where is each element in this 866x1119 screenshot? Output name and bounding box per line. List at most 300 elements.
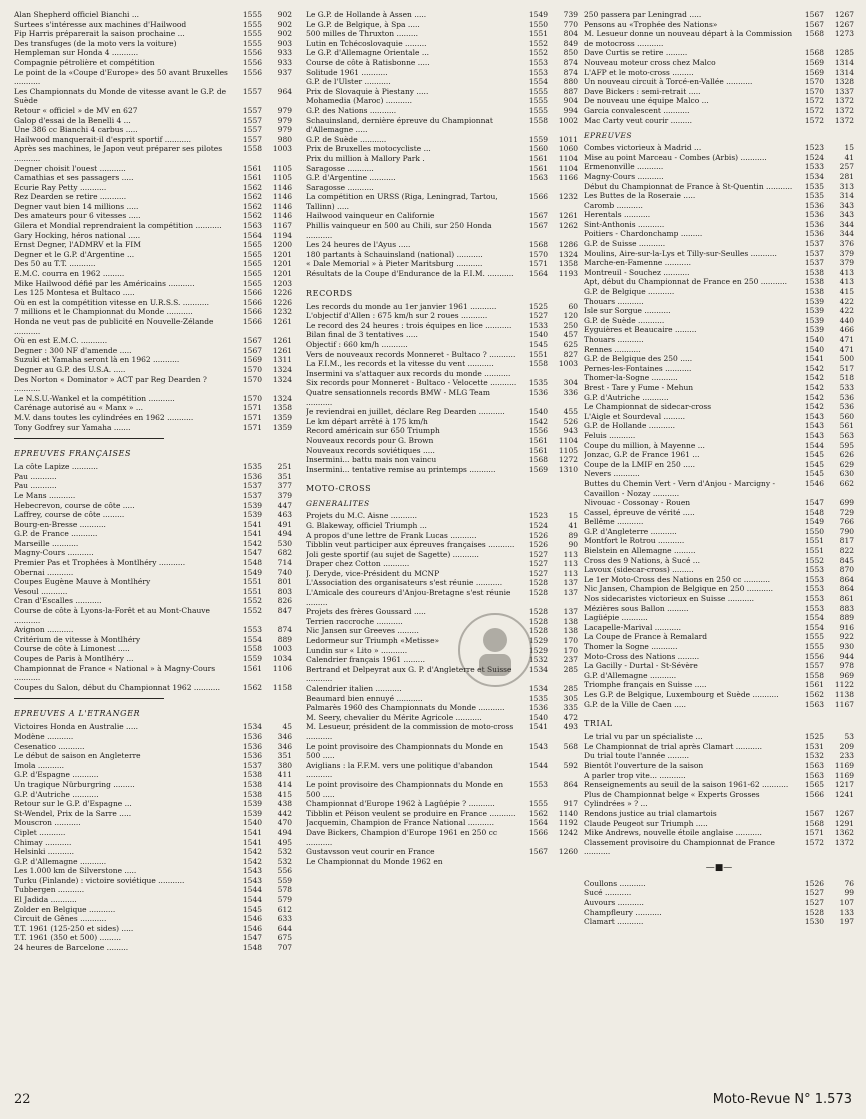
issue-number: 1555	[242, 38, 262, 48]
issue-number: 1561	[528, 163, 548, 173]
issue-number: 1542	[242, 538, 262, 548]
page-ref: 344	[839, 219, 854, 229]
issue-number: 1561	[242, 163, 262, 173]
index-entry	[306, 713, 578, 723]
index-entry	[584, 77, 854, 87]
entry-title: Poitiers - Chardonchamp .........	[584, 229, 703, 239]
index-entry	[14, 48, 292, 58]
index-entry	[584, 87, 854, 97]
entry-title: Thomer la Sogne ...........	[584, 642, 678, 651]
issue-number: 1527	[528, 559, 548, 569]
entry-title: Calendrier français 1961 .........	[306, 655, 425, 665]
entry-title: Les 24 heures de l'Ayus .....	[306, 240, 411, 250]
index-entry	[14, 29, 292, 39]
entry-title: Thouars ...........	[584, 335, 644, 344]
page-ref: 612	[277, 904, 292, 914]
page-ref: 1261	[272, 336, 292, 346]
issue-number: 1542	[242, 856, 262, 866]
entry-title: Dave Bickers, Champion d'Europe 1961 en 250 cc ...........	[306, 827, 498, 847]
page-ref: 336	[563, 387, 578, 397]
entry-title: Bourg-en-Bresse ...........	[14, 519, 106, 529]
page-ref: 1372	[834, 837, 854, 847]
page-ref: 15	[568, 511, 578, 521]
issue-number: 1542	[804, 402, 824, 412]
index-entry	[14, 722, 292, 732]
page-ref: 99	[844, 888, 854, 898]
index-entry	[14, 933, 292, 943]
issue-number: 1546	[242, 914, 262, 924]
index-entry	[14, 635, 292, 645]
page-ref: 644	[277, 923, 292, 933]
index-entry	[306, 780, 578, 799]
index-entry	[584, 431, 854, 441]
issue-number: 1570	[528, 249, 548, 259]
entry-title: Championnat d'Europe 1962 à Lagüépie ? ...........	[306, 799, 495, 809]
index-entry	[306, 302, 578, 312]
index-entry	[14, 828, 292, 838]
issue-number: 1569	[242, 355, 262, 365]
page-ref: 470	[277, 818, 292, 828]
issue-number: 1538	[242, 779, 262, 789]
page-ref: 874	[563, 57, 578, 67]
page-ref: 536	[839, 392, 854, 402]
index-entry	[584, 364, 854, 374]
entry-title: Vesoul ...........	[14, 586, 68, 596]
index-entry	[584, 421, 854, 431]
issue-number: 1566	[528, 192, 548, 202]
subsection-heading: EPREUVES	[584, 131, 632, 141]
list-trial-epreuves	[584, 879, 854, 927]
page-number: 22	[14, 1092, 31, 1107]
entry-title: G.P. d'Allemagne ...........	[584, 670, 677, 680]
index-entry	[14, 520, 292, 530]
page-ref: 850	[563, 48, 578, 58]
page-ref: 626	[839, 450, 854, 460]
page-ref: 1359	[272, 412, 292, 422]
entry-title: Cesenatico ...........	[14, 741, 85, 751]
entry-title: Laffrey, course de côte .........	[14, 510, 125, 520]
entry-title: Garcia convalescent ...........	[584, 105, 690, 115]
page-ref: 76	[844, 878, 854, 888]
entry-title: Montfort le Rotrou ...........	[584, 536, 685, 546]
entry-title: Le record des 24 heures : trois équipes en lice ...........	[306, 320, 512, 330]
index-entry	[306, 742, 578, 761]
entry-title: La Gacilly - Durtal - St-Sévère	[584, 661, 698, 671]
issue-number: 1542	[242, 847, 262, 857]
entry-title: Chimay ...........	[14, 837, 72, 847]
index-entry	[14, 346, 292, 356]
issue-number: 1544	[528, 760, 548, 770]
entry-title: Aviglians : la F.F.M. vers une politique d'abandon ...........	[306, 760, 493, 780]
entry-title: Helsinki ...........	[14, 847, 75, 857]
index-entry	[584, 441, 854, 451]
issue-number: 1527	[804, 888, 824, 898]
page-ref: 314	[839, 191, 854, 201]
page-ref: 500	[839, 354, 854, 364]
entry-title: M.V. dans toutes les cylindrées en 1962 ...........	[14, 412, 194, 422]
issue-number: 1536	[804, 200, 824, 210]
page-ref: 1002	[558, 115, 578, 125]
issue-number: 1524	[528, 520, 548, 530]
index-entry	[306, 388, 578, 407]
issue-number: 1535	[242, 462, 262, 472]
page-ref: 1003	[272, 144, 292, 154]
entry-title: Thomer-la-Sogne ...........	[584, 373, 678, 383]
page-ref: 197	[839, 917, 854, 927]
entry-title: L'AFP et le moto-cross .........	[584, 67, 694, 77]
page-ref: 313	[839, 181, 854, 191]
page-ref: 770	[563, 19, 578, 29]
index-entry	[584, 575, 854, 585]
entry-title: Hailwood manquerait-il d'esprit sportif ...........	[14, 134, 191, 144]
index-entry	[584, 106, 854, 116]
issue-number: 1570	[242, 393, 262, 403]
index-entry	[306, 330, 578, 340]
column-3	[584, 10, 854, 927]
page-ref: 379	[839, 248, 854, 258]
page-ref: 595	[839, 440, 854, 450]
entry-title: Compagnie pétrolière et compétition	[14, 57, 155, 67]
entry-title: Sint-Anthonis ...........	[584, 219, 665, 229]
page-ref: 1122	[834, 680, 854, 690]
entry-title: Pernes-les-Fontaines ...........	[584, 363, 692, 373]
index-entry	[584, 469, 854, 479]
index-entry	[14, 250, 292, 260]
page-ref: 415	[277, 789, 292, 799]
index-entry	[306, 68, 578, 78]
page-ref: 874	[563, 67, 578, 77]
entry-title: Coupes Eugène Mauve à Montlhéry	[14, 577, 151, 587]
issue-number: 1567	[242, 336, 262, 346]
index-entry	[306, 540, 578, 550]
page-ref: 980	[277, 134, 292, 144]
index-entry	[584, 412, 854, 422]
issue-number: 1554	[804, 613, 824, 623]
index-entry	[584, 287, 854, 297]
issue-number: 1545	[242, 904, 262, 914]
entry-title: Cran d'Escalles ...........	[14, 596, 102, 606]
entry-title: Apt, début du Championnat de France en 250 ...........	[584, 277, 787, 287]
entry-title: Zolder en Belgique ...........	[14, 904, 116, 914]
index-entry	[14, 539, 292, 549]
index-entry	[584, 116, 854, 126]
page-ref: 845	[839, 555, 854, 565]
page-ref: 903	[277, 38, 292, 48]
entry-title: Course de côte à Limonest .....	[14, 644, 130, 654]
publisher-watermark	[455, 610, 535, 690]
page-ref: 440	[839, 315, 854, 325]
issue-number: 1547	[804, 498, 824, 508]
page-ref: 251	[277, 462, 292, 472]
entry-title: Quatre sensationnels records BMW - MLG Team ...........	[306, 387, 491, 407]
page-ref: 1273	[834, 29, 854, 39]
issue-number: 1556	[242, 48, 262, 58]
issue-number: 1553	[242, 625, 262, 635]
entry-title: Palmarès 1960 des Championnats du Monde ...........	[306, 703, 505, 713]
page-ref: 964	[277, 86, 292, 96]
index-entry	[306, 694, 578, 704]
issue-number: 1525	[528, 301, 548, 311]
page-ref: 209	[839, 741, 854, 751]
page-ref: 1194	[272, 230, 292, 240]
list-epreuves-etranger	[14, 722, 292, 952]
page-ref: 113	[563, 559, 578, 569]
issue-number: 1528	[528, 616, 548, 626]
index-entry	[584, 671, 854, 681]
issue-number: 1565	[242, 269, 262, 279]
issue-number: 1551	[528, 349, 548, 359]
entry-title: Les records du monde au 1er janvier 1961 ...........	[306, 301, 497, 311]
issue-number: 1548	[242, 558, 262, 568]
issue-number: 1557	[242, 134, 262, 144]
entry-title: Triomphe français en Suisse .....	[584, 680, 707, 690]
issue-number: 1528	[528, 626, 548, 636]
magazine-issue: Moto-Revue N° 1.573	[712, 1092, 852, 1107]
issue-number: 1539	[804, 325, 824, 335]
page-ref: 1311	[272, 355, 292, 365]
issue-number: 1544	[242, 895, 262, 905]
index-entry	[14, 375, 292, 394]
page-ref: 1362	[834, 828, 854, 838]
issue-number: 1561	[804, 680, 824, 690]
issue-number: 1555	[242, 19, 262, 29]
issue-number: 1572	[804, 105, 824, 115]
page-ref: 1169	[834, 770, 854, 780]
page-ref: 257	[839, 162, 854, 172]
page-ref: 887	[563, 86, 578, 96]
index-entry	[306, 761, 578, 780]
entry-title: M. Lesueur donne un nouveau départ à la Commission de motocross ...........	[584, 29, 793, 48]
page-ref: 1337	[834, 86, 854, 96]
index-entry	[14, 885, 292, 895]
index-entry	[14, 106, 292, 116]
page-ref: 556	[277, 866, 292, 876]
issue-number: 1537	[804, 248, 824, 258]
list-epreuves-etranger-cont	[306, 10, 578, 279]
list-records	[306, 302, 578, 475]
issue-number: 1555	[804, 632, 824, 642]
index-entry	[306, 183, 578, 193]
page-ref: 138	[563, 616, 578, 626]
issue-number: 1564	[528, 269, 548, 279]
issue-number: 1552	[242, 596, 262, 606]
entry-title: Lacapelle-Marival ...........	[584, 622, 681, 632]
page-ref: 281	[839, 171, 854, 181]
page-ref: 847	[277, 606, 292, 616]
issue-number: 1566	[242, 288, 262, 298]
entry-title: Je reviendrai en juillet, déclare Reg Dearden ...........	[306, 407, 505, 417]
index-entry	[306, 359, 578, 369]
issue-number: 1547	[242, 933, 262, 943]
index-entry	[306, 164, 578, 174]
page-ref: 1104	[558, 163, 578, 173]
issue-number: 1531	[804, 741, 824, 751]
page-ref: 883	[839, 603, 854, 613]
index-entry	[306, 799, 578, 809]
issue-number: 1540	[528, 407, 548, 417]
page-ref: 60	[568, 301, 578, 311]
index-entry	[14, 125, 292, 135]
entry-title: Des Norton « Dominator » ACT par Reg Dearden ? ...........	[14, 374, 207, 394]
entry-title: Ciplet ...........	[14, 827, 66, 837]
page-ref: 517	[839, 363, 854, 373]
issue-number: 1538	[804, 287, 824, 297]
page-ref: 1261	[272, 345, 292, 355]
page-ref: 526	[563, 416, 578, 426]
issue-number: 1553	[528, 57, 548, 67]
index-entry	[14, 135, 292, 145]
index-entry	[584, 898, 854, 908]
entry-title: Degner vaut bien 14 millions .....	[14, 201, 139, 211]
page-ref: 415	[839, 287, 854, 297]
index-entry	[584, 908, 854, 918]
page-ref: 1158	[272, 682, 292, 692]
entry-title: Suzuki et Yamaha seront là en 1962 ...........	[14, 355, 180, 365]
page-ref: 1314	[834, 67, 854, 77]
index-entry	[306, 116, 578, 135]
list-epreuves-francaises	[14, 462, 292, 692]
page-ref: 979	[277, 105, 292, 115]
page-ref: 15	[844, 143, 854, 153]
entry-title: G. Blakeway, officiel Triumph ...	[306, 520, 427, 530]
index-entry	[584, 594, 854, 604]
issue-number: 1527	[528, 549, 548, 559]
index-entry	[14, 221, 292, 231]
entry-title: G.P. des Nations ...........	[306, 105, 397, 115]
index-entry	[14, 423, 292, 433]
page-ref: 41	[844, 152, 854, 162]
issue-number: 1558	[804, 670, 824, 680]
index-entry	[306, 250, 578, 260]
index-entry	[14, 462, 292, 472]
page-ref: 343	[839, 210, 854, 220]
section-heading: TRIAL	[584, 719, 613, 729]
page-ref: 592	[563, 760, 578, 770]
index-entry	[14, 394, 292, 404]
entry-title: Après ses machines, le Japon veut préparer ses pilotes ...........	[14, 144, 223, 163]
entry-title: Prix de Bruxelles motocycliste ...	[306, 144, 431, 154]
list-vitesse	[14, 10, 292, 432]
issue-number: 1545	[804, 450, 824, 460]
index-entry	[14, 548, 292, 558]
issue-number: 1540	[528, 712, 548, 722]
index-entry	[306, 446, 578, 456]
issue-number: 1537	[242, 490, 262, 500]
index-entry	[14, 164, 292, 174]
issue-number: 1539	[804, 315, 824, 325]
page-ref: 1105	[272, 163, 292, 173]
entry-title: Nivouac - Cossonay - Rouen	[584, 498, 691, 508]
index-entry	[584, 700, 854, 710]
page-ref: 1105	[558, 445, 578, 455]
entry-title: Le Championnat de sidecar-cross	[584, 402, 712, 412]
page-ref: 662	[839, 478, 854, 488]
entry-title: Victoires Honda en Australie .....	[14, 722, 138, 732]
index-entry	[584, 354, 854, 364]
entry-title: Turku (Finlande) : victoire soviétique ...........	[14, 875, 185, 885]
page-ref: 1267	[834, 10, 854, 19]
issue-number: 1565	[242, 259, 262, 269]
index-entry	[584, 790, 854, 809]
index-entry	[14, 529, 292, 539]
issue-number: 1556	[528, 426, 548, 436]
subsection-heading: GENERALITES	[306, 499, 370, 509]
index-entry	[584, 316, 854, 326]
index-entry	[306, 48, 578, 58]
page-ref: 237	[563, 655, 578, 665]
entry-title: G.P. de Belgique des 250 .....	[584, 354, 693, 364]
index-entry	[584, 761, 854, 771]
entry-title: Phillis vainqueur en 500 au Chili, sur 250 Honda ...........	[306, 221, 492, 240]
page-ref: 937	[277, 67, 292, 77]
page-ref: 1167	[834, 699, 854, 709]
entry-title: Nouveau moteur cross chez Malco	[584, 57, 716, 67]
index-entry	[306, 857, 578, 867]
issue-number: 1523	[804, 143, 824, 153]
index-entry	[584, 604, 854, 614]
issue-number: 1545	[528, 340, 548, 349]
page-ref: 1140	[558, 808, 578, 818]
index-entry	[14, 742, 292, 752]
issue-number: 1526	[804, 878, 824, 888]
entry-title: Degner au G.P. des U.S.A. .....	[14, 364, 126, 374]
index-entry	[584, 536, 854, 546]
index-entry	[584, 325, 854, 335]
index-entry	[306, 106, 578, 116]
index-entry	[306, 311, 578, 321]
page-ref: 351	[277, 471, 292, 481]
entry-title: La Coupe de France à Remalard	[584, 632, 708, 642]
entry-title: Hailwood vainqueur en Californie	[306, 211, 435, 221]
issue-number: 1565	[242, 249, 262, 259]
entry-title: Les 125 Montesa et Bultaco .....	[14, 288, 135, 298]
page-ref: 494	[277, 529, 292, 539]
page-ref: 561	[839, 421, 854, 431]
issue-number: 1537	[804, 258, 824, 268]
entry-title: Lagüépie ...........	[584, 613, 648, 623]
entry-title: Montreuil - Souchez ...........	[584, 267, 690, 277]
page-ref: 675	[277, 933, 292, 943]
issue-number: 1563	[528, 173, 548, 183]
index-entry	[306, 847, 578, 857]
entry-title: G.P. de France ...........	[14, 529, 98, 539]
entry-title: Nic Jansen, Champion de Belgique en 250 ...........	[584, 584, 774, 594]
index-entry	[306, 465, 578, 475]
issue-number: 1567	[528, 847, 548, 857]
page-ref: 880	[563, 77, 578, 87]
issue-number: 1539	[242, 500, 262, 510]
index-entry	[14, 606, 292, 625]
entry-title: J. Deryde, vice-Président du MCNP	[306, 568, 440, 578]
page-ref: 1003	[272, 644, 292, 654]
index-entry	[14, 231, 292, 241]
entry-title: Fip Harris préparerait la saison prochaine ...	[14, 29, 185, 39]
page-ref: 1272	[558, 455, 578, 465]
issue-number: 1571	[242, 412, 262, 422]
issue-number: 1549	[242, 567, 262, 577]
issue-number: 1555	[528, 96, 548, 106]
index-entry	[584, 162, 854, 172]
issue-number: 1538	[242, 789, 262, 799]
page-ref: 380	[277, 760, 292, 770]
issue-number: 1562	[242, 201, 262, 211]
index-entry	[306, 369, 578, 379]
index-entry	[14, 20, 292, 30]
index-entry	[14, 211, 292, 221]
entry-title: Combes victorieux à Madrid ...	[584, 143, 702, 153]
index-entry	[584, 239, 854, 249]
issue-number: 1551	[242, 586, 262, 596]
